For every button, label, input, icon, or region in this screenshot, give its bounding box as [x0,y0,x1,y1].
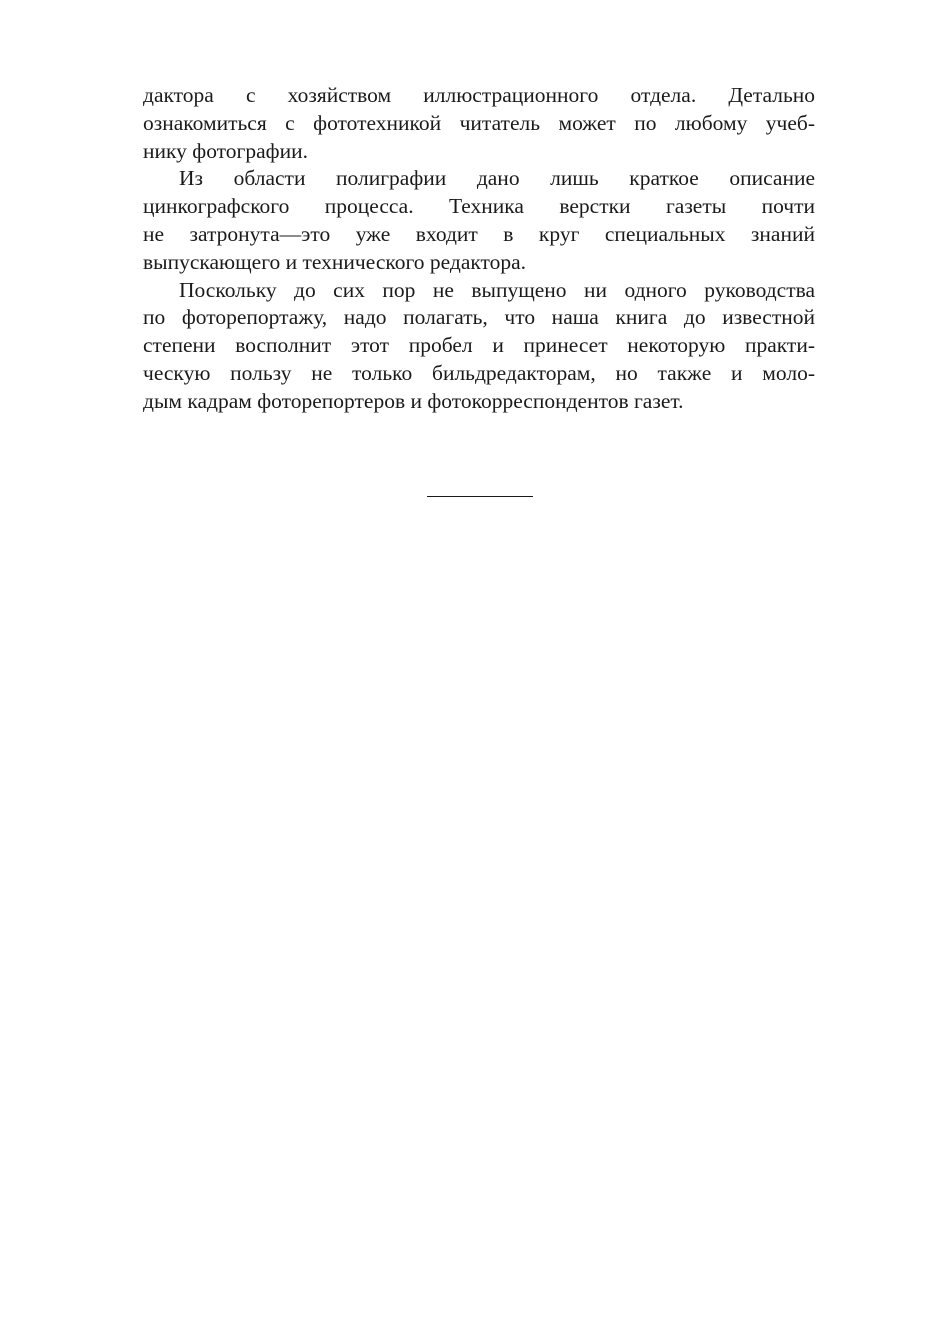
text-line: нику фотографии. [143,138,308,163]
text-line: ческую пользу не только бильдредакторам, но также и моло- [143,360,815,385]
text-line: выпускающего и технического редактора. [143,249,527,274]
body-text [143,82,815,416]
text-line: по фоторепортажу, надо полагать, что наша книга до известной [143,305,815,330]
text-line: Из области полиграфии дано лишь краткое описание [179,166,815,191]
text-line: цинкографского процесса. Техника верстки газеты почти [143,194,815,219]
paragraph-1 [143,82,815,165]
text-line: дым кадрам фоторепортеров и фотокорреспондентов газет. [143,388,684,413]
paragraph-3 [143,277,815,416]
text-line: степени восполнит этот пробел и принесет некоторую практи- [143,333,815,358]
text-line: ознакомиться с фототехникой читатель может по любому учеб- [143,110,815,135]
paragraph-2 [143,165,815,276]
text-line: не затронута—это уже входит в круг специальных знаний [143,221,815,246]
section-end-rule [427,496,533,497]
text-line: Поскольку до сих пор не выпущено ни одного руководства [179,277,815,302]
text-line: дактора с хозяйством иллюстрационного отдела. Детально [143,83,815,107]
